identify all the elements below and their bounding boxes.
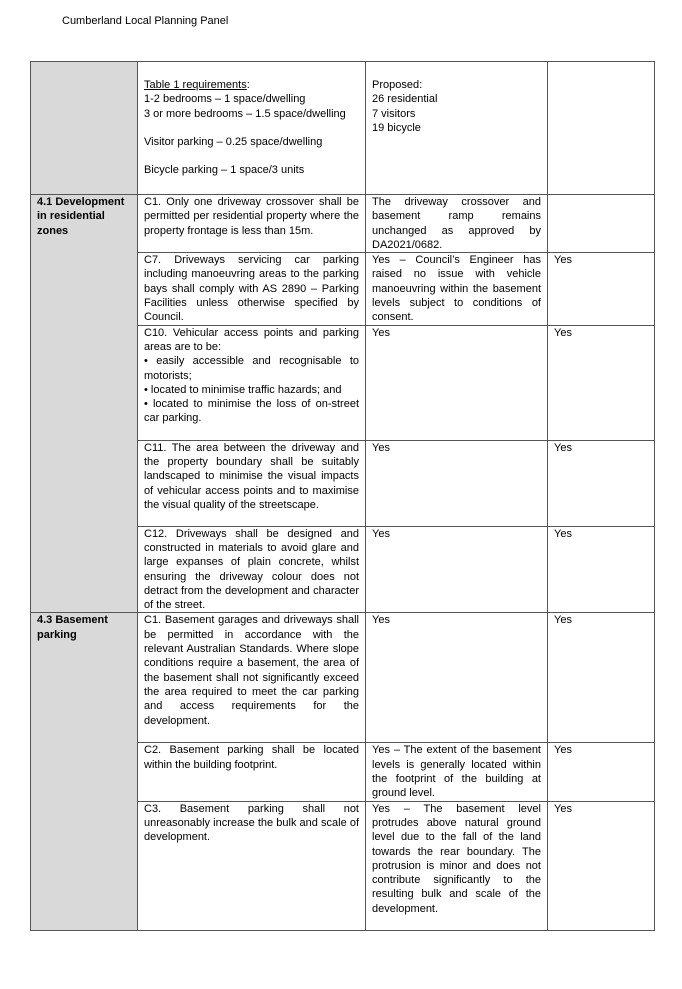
proposed-cell: Yes – Council’s Engineer has raised no issue with vehicle manoeuvring within the basement levels subject to conditions of consent. xyxy=(366,253,548,325)
requirement-line: 1-2 bedrooms – 1 space/dwelling xyxy=(144,93,306,106)
table-row xyxy=(31,195,655,253)
proposed-cell: The driveway crossover and basement ramp remains unchanged as approved by DA2021/0682. xyxy=(366,195,548,253)
control-intro: C10. Vehicular access points and parking areas are to be: xyxy=(144,326,359,353)
section-cell: 4.3 Basement parking xyxy=(31,613,138,930)
proposed-cell: Yes xyxy=(366,325,548,440)
proposed-line: Proposed: xyxy=(372,79,423,91)
control-cell: C2. Basement parking shall be located within the building footprint. xyxy=(138,743,366,801)
control-cell: C1. Only one driveway crossover shall be permitted per residential property where the property frontage is less than 15m. xyxy=(138,195,366,253)
control-cell xyxy=(138,325,366,440)
control-bullet: • easily accessible and recognisable to motorists; xyxy=(144,355,359,382)
bicycle-requirement: Bicycle parking – 1 space/3 units xyxy=(144,164,305,177)
requirement-line: 3 or more bedrooms – 1.5 space/dwelling xyxy=(144,107,346,120)
control-bullet: • located to minimise traffic hazards; and xyxy=(144,383,342,396)
complies-cell: Yes xyxy=(548,801,655,930)
section-cell xyxy=(31,62,138,195)
compliance-table xyxy=(30,61,655,931)
proposed-cell xyxy=(366,62,548,195)
complies-cell xyxy=(548,195,655,253)
complies-cell: Yes xyxy=(548,440,655,526)
proposed-cell: Yes – The extent of the basement levels is generally located within the footprint of the building at ground level. xyxy=(366,743,548,801)
requirement-title: Table 1 requirements xyxy=(144,79,247,91)
table-row xyxy=(31,613,655,743)
requirement-cell: Table 1 requirements: 1-2 bedrooms – 1 space/dwelling 3 or more bedrooms – 1.5 space/dwelling Visitor parking – 0.25 space/dwelling Bicycle parking – 1 space/3 units xyxy=(138,62,366,195)
proposed-line: 26 residential xyxy=(372,93,438,106)
control-cell: C12. Driveways shall be designed and constructed in materials to avoid glare and large expanses of plain concrete, whilst ensuring the driveway colour does not detract from the development and character of the street. xyxy=(138,526,366,613)
proposed-cell: Yes xyxy=(366,440,548,526)
complies-cell: Yes xyxy=(548,743,655,801)
complies-cell: Yes xyxy=(548,253,655,325)
proposed-line: 7 visitors xyxy=(372,107,416,120)
complies-cell: Yes xyxy=(548,325,655,440)
proposed-cell: Yes xyxy=(366,613,548,743)
complies-cell: Yes xyxy=(548,613,655,743)
control-cell: C3. Basement parking shall not unreasonably increase the bulk and scale of development. xyxy=(138,801,366,930)
control-bullet: • located to minimise the loss of on-street car parking. xyxy=(144,398,359,425)
page-header: Cumberland Local Planning Panel xyxy=(62,15,229,27)
proposed-cell: Yes xyxy=(366,526,548,613)
table-row xyxy=(31,62,655,195)
control-cell: C11. The area between the driveway and the property boundary shall be suitably landscaped to minimise the visual impacts of vehicular access points and to maximise the visual quality of the streetscape. xyxy=(138,440,366,526)
control-cell: C7. Driveways servicing car parking including manoeuvring areas to the parking bays shall comply with AS 2890 – Parking Facilities unless otherwise specified by Council. xyxy=(138,253,366,325)
complies-cell: Yes xyxy=(548,526,655,613)
section-cell: 4.1 Development in residential zones xyxy=(31,195,138,613)
visitor-requirement: Visitor parking – 0.25 space/dwelling xyxy=(144,135,323,148)
complies-cell xyxy=(548,62,655,195)
proposed-line: 19 bicycle xyxy=(372,121,421,134)
proposed-cell: Yes – The basement level protrudes above natural ground level due to the fall of the land towards the rear boundary. The protrusion is minor and does not contribute significantly to the resulting bulk and scale of the development. xyxy=(366,801,548,930)
control-cell: C1. Basement garages and driveways shall be permitted in accordance with the relevant Australian Standards. Where slope conditions require a basement, the area of the basement shall not significantly exceed the area required to meet the car parking and access requirements for the development. xyxy=(138,613,366,743)
